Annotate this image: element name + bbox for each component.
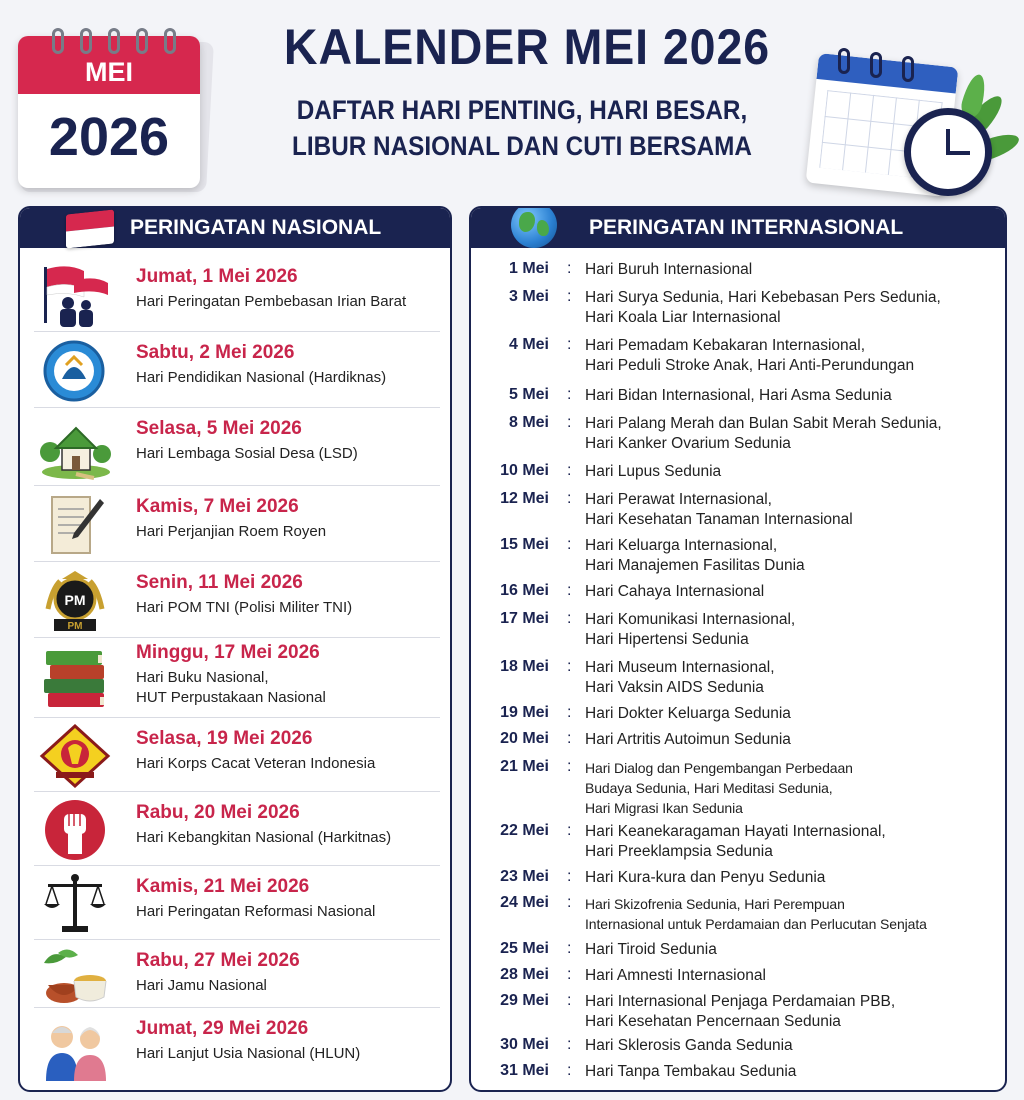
international-item-date: 31 Mei (500, 1062, 549, 1079)
national-item-description: Hari Kebangkitan Nasional (Harkitnas) (136, 829, 392, 846)
national-item (34, 562, 440, 638)
national-item (34, 408, 440, 486)
calendar-year: 2026 (48, 107, 170, 167)
national-item-date: Rabu, 20 Mei 2026 (136, 802, 300, 823)
village-house-icon (38, 416, 112, 476)
calendar-illustration (18, 28, 208, 193)
international-item-date: 15 Mei (500, 536, 549, 553)
international-item-text: Hari Surya Sedunia, Hari Kebebasan Pers Sedunia, Hari Koala Liar Internasional (585, 289, 941, 326)
national-item (34, 866, 440, 940)
international-item-colon: : (567, 386, 572, 403)
international-item-date: 25 Mei (500, 940, 549, 957)
national-item-date: Jumat, 29 Mei 2026 (136, 1018, 309, 1039)
international-item-text: Hari Artritis Autoimun Sedunia (585, 731, 791, 748)
national-item-description: Hari Perjanjian Roem Royen (136, 523, 327, 540)
international-item-date: 23 Mei (500, 868, 549, 885)
elderly-couple-icon (38, 1017, 112, 1077)
international-item-date: 16 Mei (500, 582, 549, 599)
international-item-text: Hari Sklerosis Ganda Sedunia (585, 1037, 793, 1054)
international-item-date: 17 Mei (500, 610, 549, 627)
international-item-colon: : (567, 260, 572, 277)
national-item-description-2: HUT Perpustakaan Nasional (136, 689, 326, 706)
international-item-text: Hari Lupus Sedunia (585, 463, 722, 480)
international-item-colon: : (567, 992, 572, 1009)
international-item-date: 1 Mei (508, 260, 549, 277)
document-pen-icon (38, 493, 112, 553)
national-item (34, 792, 440, 866)
national-item-date: Kamis, 21 Mei 2026 (136, 876, 310, 897)
herbal-drink-icon (38, 943, 112, 1003)
national-item (34, 332, 440, 408)
international-item-date: 24 Mei (500, 894, 549, 911)
national-item (34, 940, 440, 1008)
international-item-text: Hari Dokter Keluarga Sedunia (585, 705, 791, 722)
international-item-colon: : (567, 582, 572, 599)
national-item-description: Hari Pendidikan Nasional (Hardiknas) (136, 369, 387, 386)
international-item-colon: : (567, 536, 572, 553)
international-item-date: 3 Mei (508, 288, 549, 305)
international-item-text: Hari Tanpa Tembakau Sedunia (585, 1063, 797, 1080)
international-item-colon: : (567, 868, 572, 885)
international-item-text: Hari Tiroid Sedunia (585, 941, 717, 958)
national-item-date: Senin, 11 Mei 2026 (136, 572, 303, 593)
international-item-date: 29 Mei (500, 992, 549, 1009)
national-heading: PERINGATAN NASIONAL (130, 216, 382, 239)
national-item (34, 486, 440, 562)
international-item-date: 22 Mei (500, 822, 549, 839)
international-item-date: 21 Mei (500, 758, 549, 775)
national-item-description: Hari Jamu Nasional (136, 977, 267, 994)
international-item-date: 30 Mei (500, 1036, 549, 1053)
national-panel-header (20, 208, 450, 248)
globe-icon (511, 206, 557, 248)
national-item-date: Selasa, 19 Mei 2026 (136, 728, 313, 749)
international-item-date: 8 Mei (508, 414, 549, 431)
international-panel (469, 206, 1007, 1092)
international-item-text: Hari Bidan Internasional, Hari Asma Sedunia (585, 387, 892, 404)
education-emblem-icon (38, 339, 112, 399)
international-item-colon: : (567, 758, 572, 775)
international-item-date: 12 Mei (500, 490, 549, 507)
veteran-emblem-icon (38, 724, 112, 784)
national-item-description: Hari Lanjut Usia Nasional (HLUN) (136, 1045, 361, 1062)
international-item-date: 19 Mei (500, 704, 549, 721)
international-item-text: Hari Kura-kura dan Penyu Sedunia (585, 869, 826, 886)
subtitle-line-1: DAFTAR HARI PENTING, HARI BESAR, (296, 95, 748, 125)
international-item-colon: : (567, 894, 572, 911)
international-item-text: Hari Palang Merah dan Bulan Sabit Merah Sedunia, Hari Kanker Ovarium Sedunia (585, 415, 942, 452)
national-item (34, 638, 440, 718)
international-item-colon: : (567, 966, 572, 983)
justice-scale-icon (38, 872, 112, 932)
national-item-date: Minggu, 17 Mei 2026 (136, 642, 320, 663)
book-stack-icon (38, 647, 112, 707)
international-item-colon: : (567, 1036, 572, 1053)
subtitle-line-2: LIBUR NASIONAL DAN CUTI BERSAMA (292, 131, 752, 161)
international-item-colon: : (567, 288, 572, 305)
national-panel (18, 206, 452, 1092)
national-item-date: Rabu, 27 Mei 2026 (136, 950, 300, 971)
international-item-date: 10 Mei (500, 462, 549, 479)
international-item-colon: : (567, 730, 572, 747)
international-item-colon: : (567, 704, 572, 721)
flag-people-icon (38, 263, 112, 323)
international-item-colon: : (567, 414, 572, 431)
national-item-description: Hari Korps Cacat Veteran Indonesia (136, 755, 376, 772)
national-item (34, 256, 440, 332)
international-item-colon: : (567, 1062, 572, 1079)
international-item-text: Hari Keanekaragaman Hayati Internasional, Hari Preeklampsia Sedunia (585, 823, 886, 860)
national-item-description: Hari POM TNI (Polisi Militer TNI) (136, 599, 353, 616)
international-item-text: Hari Internasional Penjaga Perdamaian PBB, Hari Kesehatan Pencernaan Sedunia (585, 993, 896, 1030)
national-item-description: Hari Buku Nasional, (136, 669, 269, 686)
international-panel-header (471, 208, 1005, 248)
national-item-date: Selasa, 5 Mei 2026 (136, 418, 302, 439)
calendar-clock-icon (808, 44, 1018, 194)
international-item-text: Hari Buruh Internasional (585, 261, 753, 278)
international-item-colon: : (567, 658, 572, 675)
national-item (34, 718, 440, 792)
national-item-date: Kamis, 7 Mei 2026 (136, 496, 299, 517)
international-item-date: 5 Mei (508, 386, 549, 403)
national-list (34, 256, 440, 1088)
national-item-date: Jumat, 1 Mei 2026 (136, 266, 298, 287)
international-item-colon: : (567, 462, 572, 479)
international-item-colon: : (567, 940, 572, 957)
clock-icon (904, 108, 992, 196)
international-item-text: Hari Pemadam Kebakaran Internasional, Hari Peduli Stroke Anak, Hari Anti-Perundungan (585, 337, 915, 374)
page-title: KALENDER MEI 2026 (283, 19, 771, 75)
international-item-colon: : (567, 822, 572, 839)
international-item-date: 20 Mei (500, 730, 549, 747)
international-item-date: 4 Mei (508, 336, 549, 353)
raised-fist-icon (38, 798, 112, 858)
calendar-month: MEI (18, 36, 200, 94)
international-item-colon: : (567, 490, 572, 507)
international-item-date: 18 Mei (500, 658, 549, 675)
international-item-text: Hari Komunikasi Internasional, Hari Hipertensi Sedunia (585, 611, 796, 648)
svg-text:PM: PM (64, 592, 86, 608)
international-item-text: Hari Amnesti Internasional (585, 967, 766, 984)
international-item-text: Hari Skizofrenia Sedunia, Hari Perempuan Internasional untuk Perdamaian dan Perlucutan Senjata (585, 896, 927, 932)
page-subtitle (288, 92, 756, 164)
national-item-description: Hari Peringatan Pembebasan Irian Barat (136, 293, 407, 310)
national-item (34, 1008, 440, 1088)
international-item-colon: : (567, 336, 572, 353)
svg-text:PM: PM (67, 621, 83, 632)
national-item-description: Hari Lembaga Sosial Desa (LSD) (136, 445, 358, 462)
international-item-text: Hari Museum Internasional, Hari Vaksin AIDS Sedunia (585, 659, 775, 696)
indonesia-flag-icon (66, 209, 114, 248)
international-item-text: Hari Keluarga Internasional, Hari Manajemen Fasilitas Dunia (585, 537, 805, 574)
international-item-text: Hari Dialog dan Pengembangan Perbedaan Budaya Sedunia, Hari Meditasi Sedunia, Hari Migrasi Ikan Sedunia (585, 760, 853, 816)
international-item-text: Hari Cahaya Internasional (585, 583, 765, 600)
national-item-description: Hari Peringatan Reformasi Nasional (136, 903, 376, 920)
international-item-colon: : (567, 610, 572, 627)
military-police-emblem-icon (38, 569, 112, 632)
international-item-date: 28 Mei (500, 966, 549, 983)
national-item-date: Sabtu, 2 Mei 2026 (136, 342, 295, 363)
international-heading: PERINGATAN INTERNASIONAL (589, 216, 904, 239)
international-item-text: Hari Perawat Internasional, Hari Kesehatan Tanaman Internasional (585, 491, 853, 528)
